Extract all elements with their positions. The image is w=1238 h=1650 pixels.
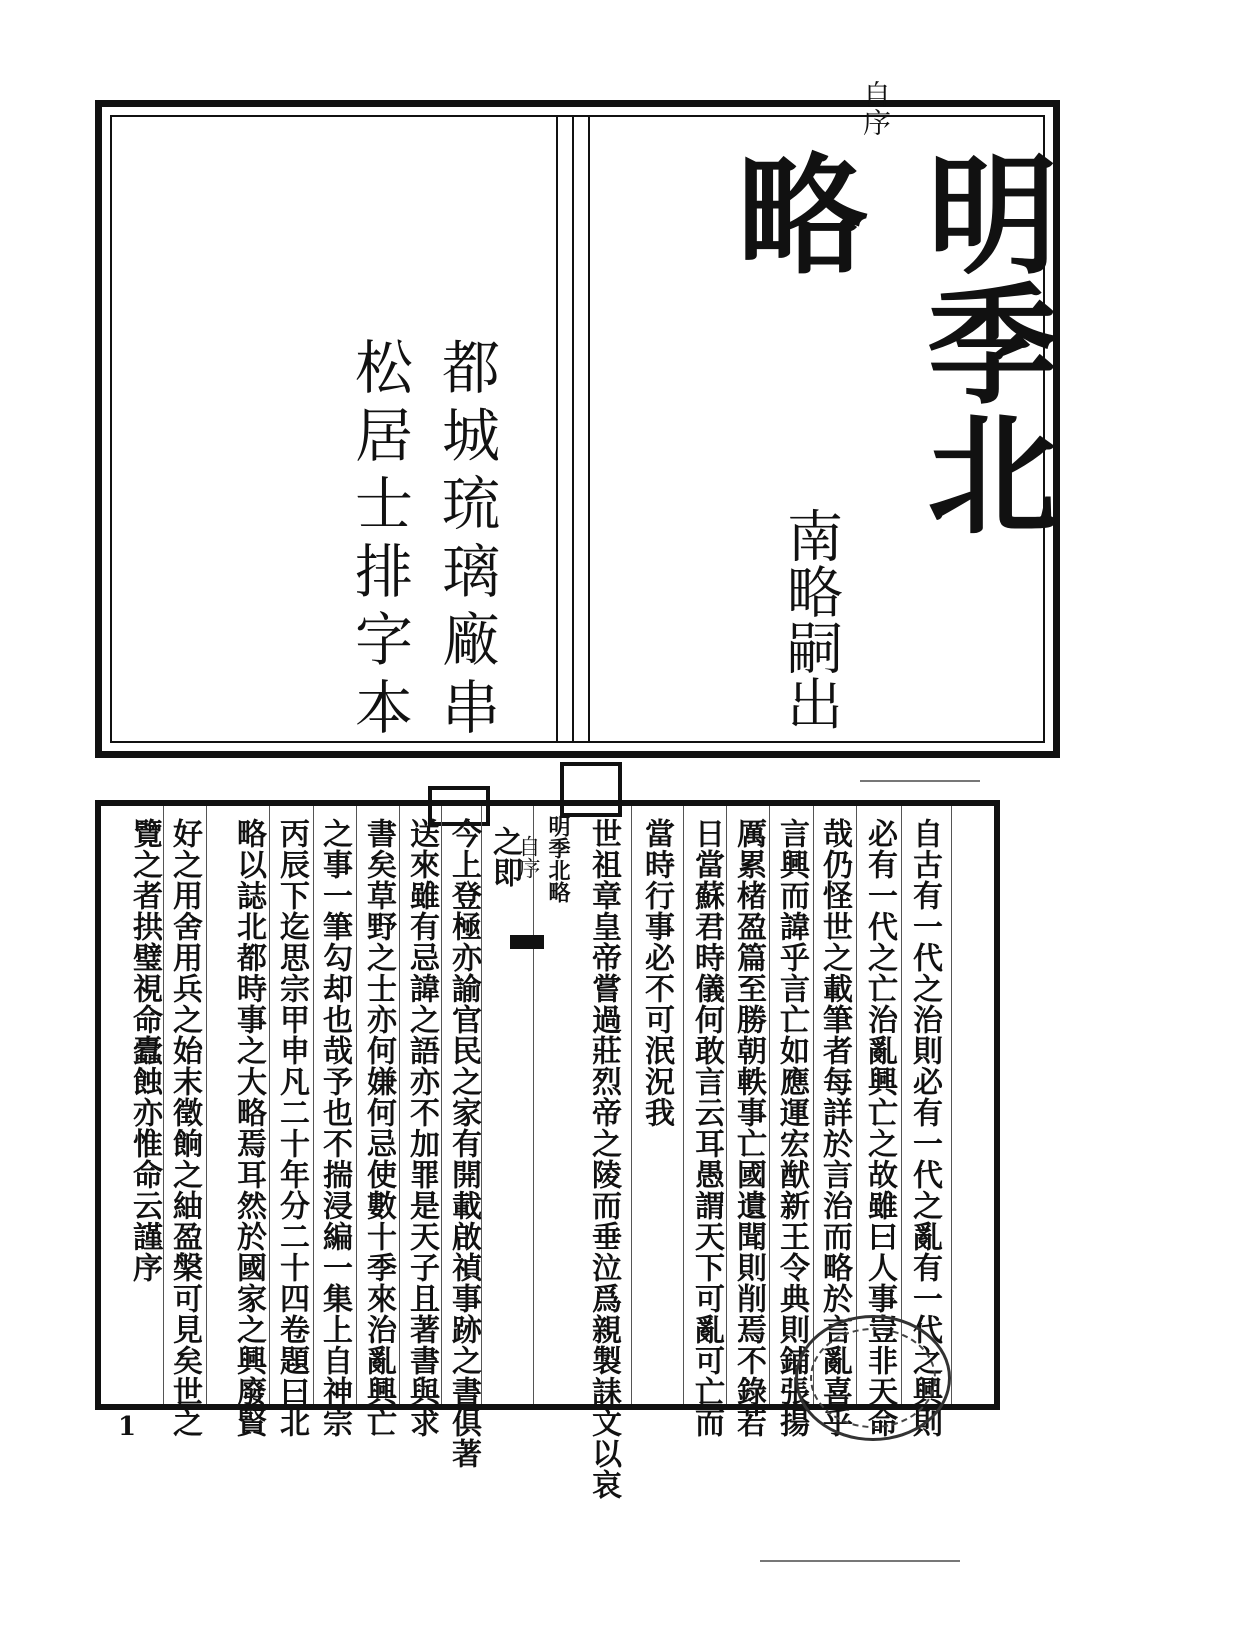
- preface-column: 當時行事必不可泯況我: [639, 818, 674, 1128]
- preface-column: 送來雖有忌諱之語亦不加罪是天子且著書與求: [404, 818, 439, 1438]
- book-title-line-2: 略: [716, 147, 869, 277]
- center-fishtail-mark: [510, 935, 544, 949]
- preface-heading: 自序: [859, 80, 892, 136]
- preface-column: 之即: [487, 826, 522, 888]
- column-rule: [631, 806, 632, 1404]
- preface-column: 日當蘇君時儀何敢言云耳愚謂天下可亂可亡而: [689, 818, 724, 1438]
- column-rule: [313, 806, 314, 1404]
- preface-column: 自古有一代之治則必有一代之亂有一代之興則: [907, 818, 942, 1438]
- title-page-divider: [572, 117, 574, 741]
- column-rule: [206, 806, 207, 1404]
- seal-stamp: [795, 1315, 951, 1441]
- column-rule: [683, 806, 684, 1404]
- printer-line-2: 松居士排字本: [345, 337, 413, 745]
- preface-column: 哉仍怪世之載筆者每詳於言治而略於言亂喜乎: [817, 818, 852, 1438]
- preface-column: 今上登極亦諭官民之家有開載啟禎事跡之書俱著: [446, 818, 481, 1469]
- title-page-inner-border: [110, 115, 1059, 743]
- column-rule: [769, 806, 770, 1404]
- column-rule: [901, 806, 902, 1404]
- title-page-divider: [588, 117, 590, 741]
- preface-column: 好之用舍用兵之始末徵餉之紬盈槃可見矣世之: [167, 818, 202, 1438]
- printer-line-1: 都城琉璃廠串: [432, 337, 500, 745]
- column-rule: [726, 806, 727, 1404]
- column-rule: [163, 806, 164, 1404]
- preface-column: 覽之者拱璧視命蠹蝕亦惟命云謹序: [127, 818, 162, 1283]
- column-rule: [481, 806, 482, 1404]
- center-label: [512, 815, 574, 903]
- center-label-sub: 自序: [515, 835, 540, 879]
- column-rule: [356, 806, 357, 1404]
- preface-column: 書矣草野之士亦何嫌何忌使數十季來治亂興亡: [361, 818, 396, 1438]
- scan-speck: [860, 780, 980, 782]
- preface-column: 必有一代之亡治亂興亡之故雖曰人事豈非天命: [862, 818, 897, 1438]
- preface-column: 厲累楮盈篇至勝朝軼事亡國遺聞則削焉不錄若: [731, 818, 766, 1438]
- column-rule: [856, 806, 857, 1404]
- preface-column: 丙辰下迄思宗甲申凡二十年分二十四卷題曰北: [274, 818, 309, 1438]
- column-rule: [813, 806, 814, 1404]
- center-label-title: 明季北略: [545, 815, 571, 903]
- title-page-divider: [556, 117, 558, 741]
- column-rule: [951, 806, 952, 1404]
- column-rule: [441, 806, 442, 1404]
- page-number: 1: [118, 1412, 137, 1442]
- preface-column: 之事一筆勾却也哉予也不揣浸編一集上自神宗: [317, 818, 352, 1438]
- preface-column: 言興而諱乎言亡如應運宏猷新王令典則鋪張揚: [774, 818, 809, 1438]
- preface-column: 略以誌北都時事之大略焉耳然於國家之興廢賢: [231, 818, 266, 1438]
- book-title-line-1: 明季北: [906, 147, 1059, 537]
- column-rule: [269, 806, 270, 1404]
- preface-column: 世祖章皇帝嘗過莊烈帝之陵而垂泣爲親製誄文以哀: [586, 818, 621, 1500]
- column-rule: [399, 806, 400, 1404]
- author-line: 南略嗣出: [778, 507, 843, 731]
- scan-speck: [760, 1560, 960, 1562]
- title-page-frame: [95, 100, 1060, 758]
